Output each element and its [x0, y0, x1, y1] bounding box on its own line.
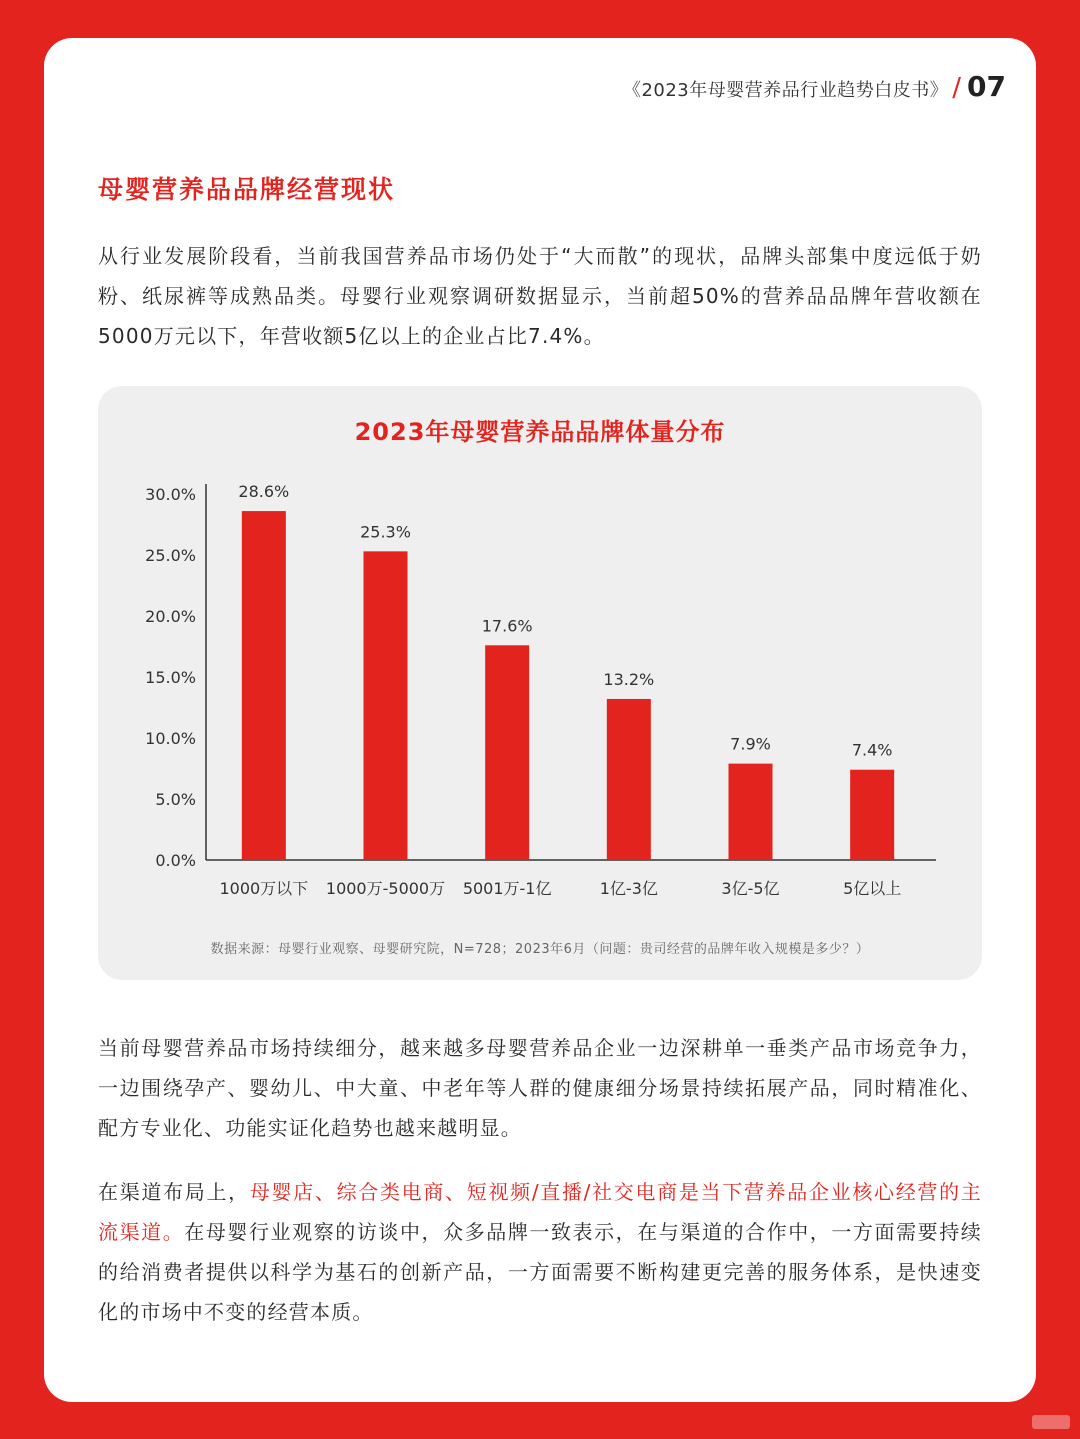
bar [364, 551, 408, 860]
channel-highlight: 母婴店、综合类电商、短视频/直播/社交电商是当下营养品企业核心经营的主流渠道。 [98, 1180, 982, 1244]
section-title: 母婴营养品品牌经营现状 [98, 175, 396, 204]
y-tick-label: 10.0% [145, 729, 196, 748]
channel-text-suffix: 在母婴行业观察的访谈中，众多品牌一致表示，在与渠道的合作中，一方面需要持续的给消费者提供以科学为基石的创新产品，一方面需要不断构建更完善的服务体系，是快速变化的市场中不变的经营本质。 [98, 1220, 982, 1324]
x-tick-label: 1000万-5000万 [325, 879, 446, 898]
x-tick-label: 1000万以下 [219, 879, 309, 898]
data-label: 7.4% [851, 740, 893, 760]
intro-paragraph: 从行业发展阶段看，当前我国营养品市场仍处于“大而散”的现状，品牌头部集中度远低于奶粉、纸尿裤等成熟品类。母婴行业观察调研数据显示，当前超50%的营养品品牌年营收额在5000万元以下，年营收额5亿以上的企业占比7.4%。 [98, 244, 983, 348]
y-tick-label: 20.0% [145, 607, 196, 626]
bar [850, 770, 894, 860]
y-tick-label: 30.0% [145, 485, 196, 504]
x-tick-label: 5亿以上 [843, 879, 902, 898]
y-tick-label: 5.0% [155, 790, 196, 809]
data-label: 28.6% [238, 482, 290, 502]
y-tick-label: 25.0% [145, 546, 196, 565]
bar-chart [98, 386, 982, 980]
x-tick-label: 3亿-5亿 [721, 879, 780, 898]
page-number: 07 [967, 70, 1006, 103]
x-tick-label: 5001万-1亿 [462, 879, 552, 898]
page [44, 38, 1036, 1402]
bar [607, 699, 651, 860]
data-label: 25.3% [360, 522, 411, 542]
channel-paragraph [98, 1172, 982, 1332]
y-tick-label: 15.0% [145, 668, 196, 687]
header [623, 70, 1006, 103]
chart-source-note: 数据来源：母婴行业观察、母婴研究院，N=728；2023年6月（问题：贵司经营的品牌年收入规模是多少？） [210, 942, 870, 957]
data-label: 7.9% [730, 734, 771, 754]
document-title: 《2023年母婴营养品行业趋势白皮书》 [622, 80, 949, 101]
chart-card [98, 386, 982, 980]
chart-title: 2023年母婴营养品品牌体量分布 [354, 418, 726, 446]
watermark-logo [1032, 1415, 1070, 1429]
x-tick-label: 1亿-3亿 [599, 879, 658, 898]
market-paragraph: 当前母婴营养品市场持续细分，越来越多母婴营养品企业一边深耕单一垂类产品市场竞争力，一边围绕孕产、婴幼儿、中大童、中老年等人群的健康细分场景持续拓展产品，同时精准化、配方专业化、功能实证化趋势也越来越明显。 [98, 1036, 982, 1140]
bar [485, 645, 529, 860]
bar [242, 511, 286, 860]
data-label: 13.2% [603, 669, 655, 689]
y-tick-label: 0.0% [155, 851, 196, 870]
channel-text-prefix: 在渠道布局上， [98, 1180, 250, 1204]
bar [729, 764, 773, 860]
header-divider: / [952, 73, 962, 103]
data-label: 17.6% [481, 616, 533, 636]
